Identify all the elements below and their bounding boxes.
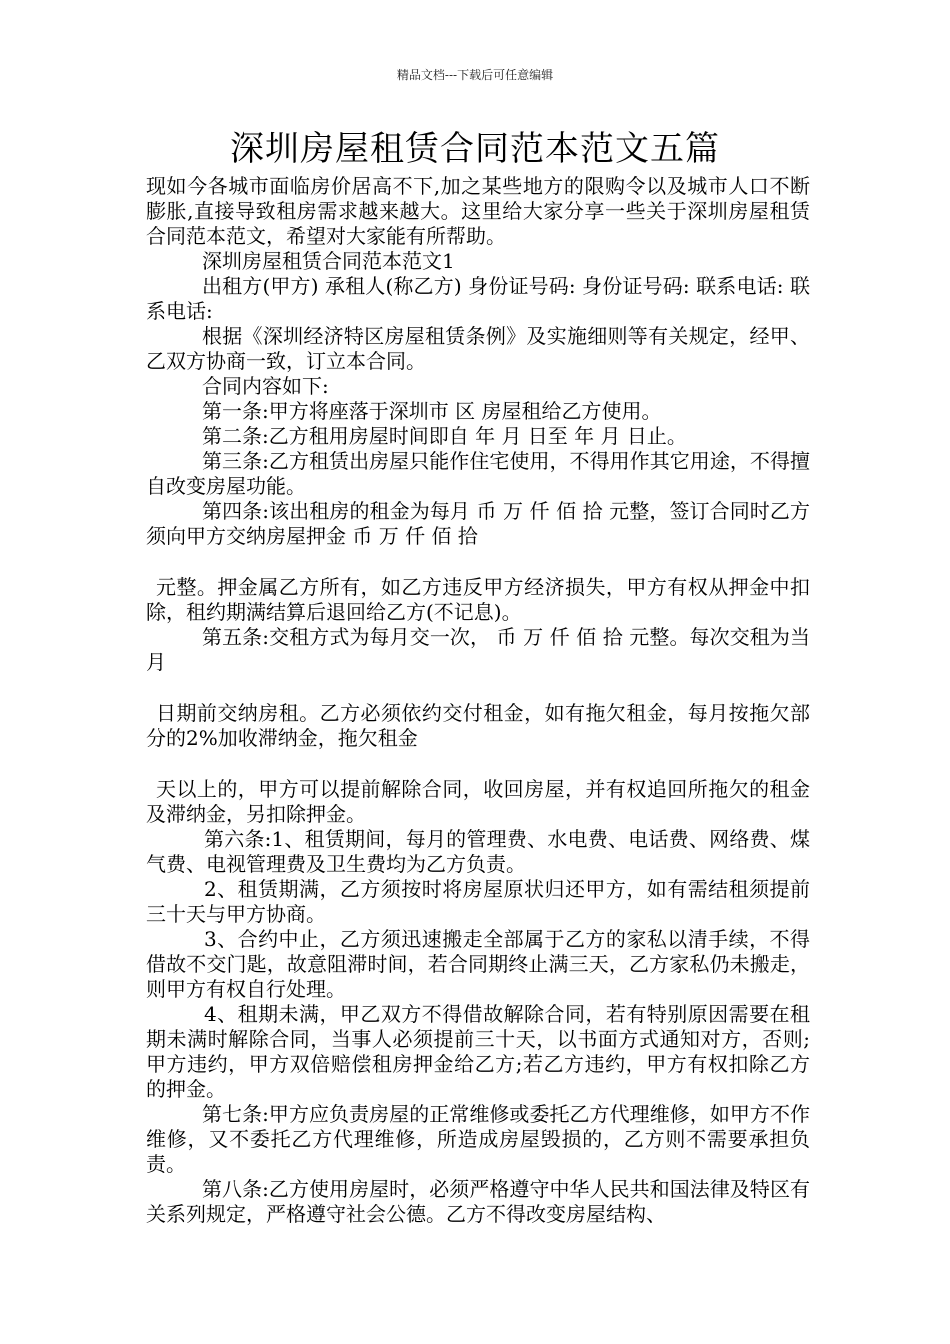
- intro-paragraph: 现如今各城市面临房价居高不下,加之某些地方的限购令以及城市人口不断膨胀,直接导致租房需求越来越大。这里给大家分享一些关于深圳房屋租赁合同范本范文，希望对大家能有所帮助。: [146, 174, 810, 248]
- article-5-continued-2: 天以上的，甲方可以提前解除合同，收回房屋，并有权追回所拖欠的租金及滞纳金，另扣除押金。: [146, 777, 810, 826]
- article-4: 第四条:该出租房的租金为每月 币 万 仟 佰 拾 元整，签订合同时乙方须向甲方交纳房屋押金 币 万 仟 佰 拾: [146, 499, 810, 548]
- article-6-item-3: 3、合约中止，乙方须迅速搬走全部属于乙方的家私以清手续，不得借故不交门匙，故意阻滞时间，若合同期终止满三天，乙方家私仍未搬走，则甲方有权自行处理。: [146, 927, 810, 1001]
- article-2: 第二条:乙方租用房屋时间即自 年 月 日至 年 月 日止。: [202, 424, 687, 448]
- blank-gap: [146, 675, 810, 701]
- basis-paragraph: 根据《深圳经济特区房屋租赁条例》及实施细则等有关规定，经甲、乙双方协商一致，订立本合同。: [146, 324, 810, 373]
- article-7: 第七条:甲方应负责房屋的正常维修或委托乙方代理维修，如甲方不作维修，又不委托乙方代理维修，所造成房屋毁损的，乙方则不需要承担负责。: [146, 1102, 810, 1176]
- article-4-continued: 元整。押金属乙方所有，如乙方违反甲方经济损失，甲方有权从押金中扣除，租约期满结算后退回给乙方(不记息)。: [146, 575, 810, 624]
- article-6: 第六条:1、租赁期间，每月的管理费、水电费、电话费、网络费、煤气费、电视管理费及卫生费均为乙方负责。: [146, 827, 810, 876]
- article-3: 第三条:乙方租赁出房屋只能作住宅使用，不得用作其它用途，不得擅自改变房屋功能。: [146, 449, 810, 498]
- article-1: 第一条:甲方将座落于深圳市 区 房屋租给乙方使用。: [202, 399, 662, 423]
- parties-paragraph: 出租方(甲方) 承租人(称乙方) 身份证号码: 身份证号码: 联系电话: 联系电话:: [146, 274, 810, 323]
- article-6-item-2: 2、租赁期满，乙方须按时将房屋原状归还甲方，如有需结租须提前三十天与甲方协商。: [146, 877, 810, 926]
- document-body: [146, 174, 810, 1227]
- content-intro: 合同内容如下:: [202, 374, 329, 398]
- section-heading: 深圳房屋租赁合同范本范文1: [202, 249, 455, 273]
- header-note: 精品文档---下载后可任意编辑: [396, 68, 554, 82]
- document-title: 深圳房屋租赁合同范本范文五篇: [230, 129, 720, 169]
- blank-gap: [146, 549, 810, 575]
- blank-gap: [146, 751, 810, 777]
- article-5: 第五条:交租方式为每月交一次， 币 万 仟 佰 拾 元整。每次交租为当月: [146, 625, 810, 674]
- article-6-item-4: 4、租期未满，甲乙双方不得借故解除合同，若有特别原因需要在租期未满时解除合同，当事人必须提前三十天，以书面方式通知对方，否则;甲方违约，甲方双倍赔偿租房押金给乙方;若乙方违约，甲方有权扣除乙方的押金。: [146, 1002, 810, 1101]
- article-8: 第八条:乙方使用房屋时，必须严格遵守中华人民共和国法律及特区有关系列规定，严格遵守社会公德。乙方不得改变房屋结构、: [146, 1177, 810, 1226]
- article-5-continued: 日期前交纳房租。乙方必须依约交付租金，如有拖欠租金，每月按拖欠部分的2%加收滞纳金，拖欠租金: [146, 701, 810, 750]
